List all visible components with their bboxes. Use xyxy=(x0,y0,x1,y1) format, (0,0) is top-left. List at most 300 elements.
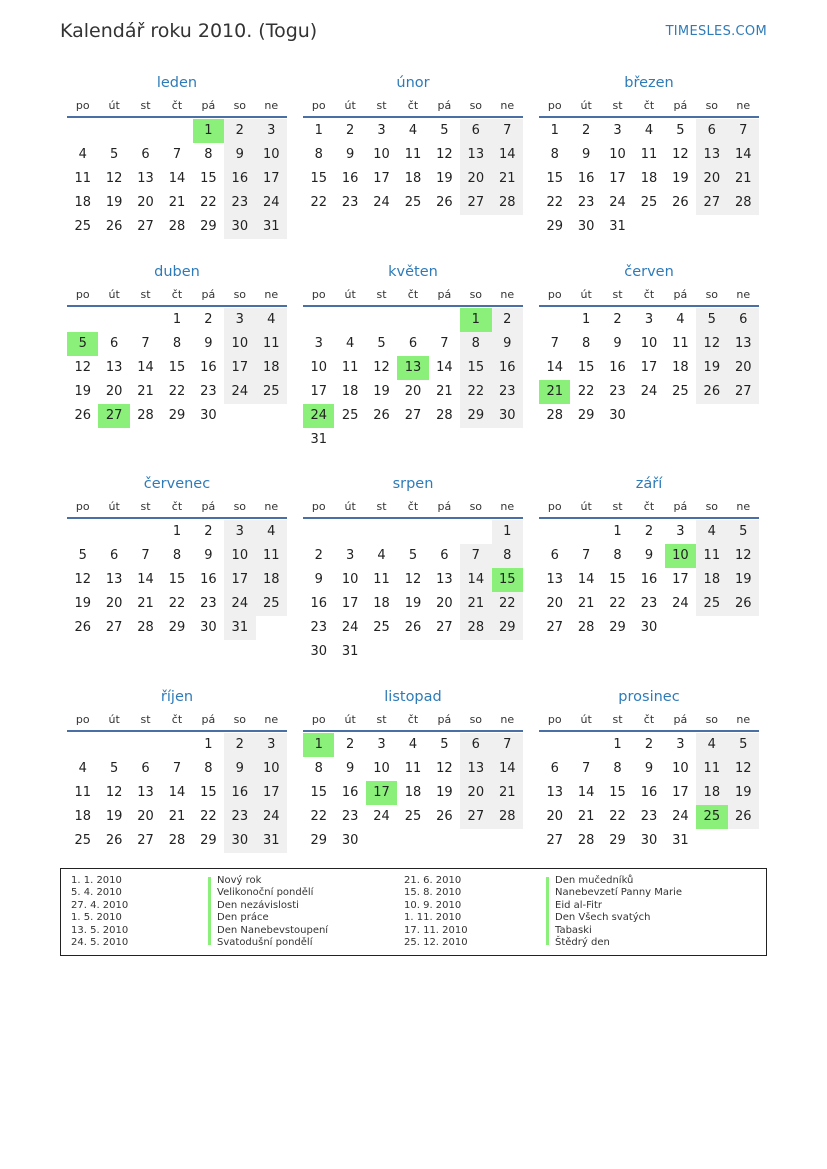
month-6 xyxy=(67,473,287,640)
weekday-label: út xyxy=(108,712,120,726)
weekday-label: po xyxy=(311,287,326,301)
day-cell: 15 xyxy=(609,572,626,587)
day-cell: 6 xyxy=(141,761,150,776)
day-cell: 12 xyxy=(105,785,123,800)
month-name: březen xyxy=(624,75,674,91)
day-cell: 9 xyxy=(345,147,355,162)
day-cell: 28 xyxy=(492,191,523,215)
day-cell: 28 xyxy=(137,620,154,635)
day-cell: 23 xyxy=(341,809,359,824)
weekday-label: út xyxy=(344,98,356,112)
day-cell: 16 xyxy=(341,171,359,186)
day-cell: 31 xyxy=(256,829,287,853)
day-cell: 15 xyxy=(460,356,491,380)
day-cell: 2 xyxy=(644,524,654,539)
brand-logo[interactable]: TIMESLES.COM xyxy=(665,24,767,39)
day-cell: 25 xyxy=(404,195,422,210)
day-cell: 7 xyxy=(492,733,523,757)
weekday-label: ne xyxy=(500,98,515,112)
day-grid xyxy=(67,733,287,853)
day-cell: 18 xyxy=(256,568,287,592)
weekday-label: so xyxy=(705,499,719,513)
day-grid xyxy=(539,308,759,428)
day-cell: 17 xyxy=(310,384,327,399)
holiday-day-cell: 13 xyxy=(397,356,428,380)
weekday-header xyxy=(303,283,523,307)
month-name: duben xyxy=(154,264,200,280)
day-cell: 17 xyxy=(609,171,626,186)
day-cell: 26 xyxy=(436,195,453,210)
day-cell: 14 xyxy=(168,785,186,800)
day-cell: 5 xyxy=(728,520,759,544)
day-cell: 21 xyxy=(492,167,523,191)
day-cell: 27 xyxy=(460,805,491,829)
weekday-label: st xyxy=(140,499,151,513)
day-grid xyxy=(303,733,523,853)
legend-names-right xyxy=(555,875,682,949)
empty-cell xyxy=(570,520,601,544)
weekday-label: so xyxy=(469,287,483,301)
day-cell: 15 xyxy=(609,785,626,800)
empty-cell xyxy=(67,308,98,332)
day-cell: 19 xyxy=(728,781,759,805)
empty-cell xyxy=(366,308,397,332)
empty-cell xyxy=(334,520,365,544)
day-cell: 8 xyxy=(550,147,559,162)
day-cell: 18 xyxy=(404,785,422,800)
day-cell: 15 xyxy=(546,171,563,186)
weekday-header xyxy=(67,283,287,307)
day-cell: 29 xyxy=(310,833,327,848)
day-cell: 13 xyxy=(436,572,453,587)
day-cell: 13 xyxy=(546,785,563,800)
weekday-header xyxy=(539,708,759,732)
day-cell: 20 xyxy=(105,384,123,399)
day-cell: 23 xyxy=(224,805,255,829)
day-grid xyxy=(67,308,287,428)
day-grid xyxy=(539,119,759,239)
weekday-label: st xyxy=(140,712,151,726)
day-cell: 17 xyxy=(256,167,287,191)
weekday-header xyxy=(539,94,759,118)
weekday-label: út xyxy=(344,712,356,726)
holiday-day-cell: 25 xyxy=(696,805,727,829)
day-cell: 8 xyxy=(460,332,491,356)
day-cell: 3 xyxy=(345,548,355,563)
day-cell: 23 xyxy=(224,191,255,215)
day-cell: 29 xyxy=(609,620,626,635)
day-cell: 8 xyxy=(314,147,323,162)
holiday-name: Nanebevzetí Panny Marie xyxy=(555,887,683,899)
day-cell: 12 xyxy=(728,544,759,568)
day-cell: 14 xyxy=(460,568,491,592)
weekday-label: st xyxy=(376,287,387,301)
day-cell: 6 xyxy=(408,336,418,351)
day-cell: 20 xyxy=(137,195,154,210)
day-cell: 3 xyxy=(613,123,622,138)
weekday-label: pá xyxy=(437,98,452,112)
weekday-label: čt xyxy=(643,712,655,726)
day-cell: 28 xyxy=(577,620,595,635)
day-cell: 4 xyxy=(78,761,87,776)
day-cell: 28 xyxy=(460,616,491,640)
holiday-date: 15. 8. 2010 xyxy=(404,887,462,899)
day-cell: 8 xyxy=(613,548,622,563)
day-cell: 16 xyxy=(640,785,658,800)
day-cell: 11 xyxy=(74,171,91,186)
day-cell: 14 xyxy=(492,757,523,781)
day-cell: 31 xyxy=(341,644,359,659)
weekday-label: pá xyxy=(201,499,216,513)
day-cell: 3 xyxy=(644,312,654,327)
weekday-label: so xyxy=(469,98,483,112)
empty-cell xyxy=(429,520,460,544)
day-cell: 12 xyxy=(728,757,759,781)
day-cell: 18 xyxy=(373,596,390,611)
day-cell: 10 xyxy=(224,332,255,356)
weekday-label: so xyxy=(469,499,483,513)
day-cell: 19 xyxy=(728,568,759,592)
weekday-header xyxy=(303,495,523,519)
day-cell: 10 xyxy=(256,143,287,167)
day-cell: 12 xyxy=(672,147,689,162)
day-cell: 20 xyxy=(404,384,422,399)
day-cell: 9 xyxy=(224,143,255,167)
day-cell: 6 xyxy=(550,548,559,563)
weekday-label: so xyxy=(705,98,719,112)
day-cell: 31 xyxy=(609,219,626,234)
empty-cell xyxy=(161,733,192,757)
holiday-name: Tabaski xyxy=(555,924,592,936)
holiday-date: 5. 4. 2010 xyxy=(71,887,122,899)
day-cell: 29 xyxy=(577,408,595,423)
day-cell: 18 xyxy=(74,195,91,210)
day-cell: 18 xyxy=(696,568,727,592)
day-cell: 25 xyxy=(256,592,287,616)
day-cell: 7 xyxy=(581,548,591,563)
day-cell: 30 xyxy=(640,833,658,848)
holiday-day-cell: 5 xyxy=(67,332,98,356)
day-cell: 4 xyxy=(377,548,386,563)
holiday-date: 1. 1. 2010 xyxy=(71,875,122,886)
day-cell: 8 xyxy=(492,544,523,568)
day-cell: 30 xyxy=(341,833,359,848)
weekday-label: út xyxy=(344,499,356,513)
weekday-label: čt xyxy=(171,287,183,301)
day-grid xyxy=(303,520,523,664)
day-cell: 2 xyxy=(224,119,255,143)
day-cell: 12 xyxy=(436,147,453,162)
day-cell: 28 xyxy=(728,191,759,215)
weekday-header xyxy=(539,495,759,519)
day-cell: 4 xyxy=(676,312,685,327)
weekday-label: ne xyxy=(736,712,751,726)
day-cell: 16 xyxy=(310,596,327,611)
day-cell: 5 xyxy=(728,733,759,757)
day-cell: 27 xyxy=(404,408,422,423)
day-cell: 17 xyxy=(224,356,255,380)
day-cell: 16 xyxy=(577,171,595,186)
empty-cell xyxy=(460,520,491,544)
day-cell: 23 xyxy=(640,596,658,611)
day-cell: 21 xyxy=(436,384,453,399)
day-cell: 20 xyxy=(105,596,123,611)
day-cell: 17 xyxy=(640,360,658,375)
day-cell: 6 xyxy=(440,548,449,563)
holiday-date: 1. 5. 2010 xyxy=(71,912,122,924)
day-cell: 24 xyxy=(256,805,287,829)
day-cell: 12 xyxy=(696,332,727,356)
day-cell: 16 xyxy=(224,167,255,191)
weekday-header xyxy=(303,708,523,732)
month-8 xyxy=(539,473,759,640)
holiday-name: Nový rok xyxy=(217,875,262,886)
day-cell: 10 xyxy=(609,147,626,162)
day-cell: 11 xyxy=(696,757,727,781)
day-cell: 5 xyxy=(440,123,449,138)
day-cell: 22 xyxy=(492,592,523,616)
day-cell: 4 xyxy=(78,147,87,162)
day-cell: 6 xyxy=(728,308,759,332)
weekday-label: st xyxy=(140,98,151,112)
day-cell: 16 xyxy=(200,360,217,375)
weekday-label: ne xyxy=(736,499,751,513)
day-cell: 22 xyxy=(200,809,217,824)
holiday-date: 17. 11. 2010 xyxy=(404,924,468,936)
weekday-label: st xyxy=(376,712,387,726)
day-cell: 9 xyxy=(581,147,591,162)
day-cell: 3 xyxy=(377,123,386,138)
day-cell: 1 xyxy=(172,312,182,327)
day-cell: 16 xyxy=(200,572,217,587)
day-cell: 3 xyxy=(256,733,287,757)
empty-cell xyxy=(130,308,161,332)
day-cell: 20 xyxy=(546,596,563,611)
weekday-header xyxy=(67,708,287,732)
empty-cell xyxy=(67,119,98,143)
empty-cell xyxy=(539,733,570,757)
day-cell: 12 xyxy=(105,171,123,186)
weekday-label: čt xyxy=(171,712,183,726)
empty-cell xyxy=(161,119,192,143)
day-grid xyxy=(303,308,523,452)
day-cell: 26 xyxy=(728,805,759,829)
day-cell: 6 xyxy=(460,733,491,757)
day-cell: 15 xyxy=(310,785,327,800)
day-cell: 12 xyxy=(436,761,453,776)
month-name: červen xyxy=(624,264,674,280)
day-cell: 30 xyxy=(200,620,217,635)
day-cell: 19 xyxy=(672,171,689,186)
weekday-label: čt xyxy=(643,499,655,513)
day-cell: 14 xyxy=(577,572,595,587)
weekday-label: po xyxy=(311,499,326,513)
holiday-day-cell: 21 xyxy=(539,380,570,404)
day-cell: 13 xyxy=(137,171,154,186)
day-cell: 24 xyxy=(672,809,689,824)
empty-cell xyxy=(130,119,161,143)
day-cell: 29 xyxy=(168,408,186,423)
day-cell: 11 xyxy=(373,572,390,587)
day-cell: 19 xyxy=(105,809,123,824)
day-cell: 18 xyxy=(74,809,91,824)
day-cell: 29 xyxy=(200,219,217,234)
day-cell: 31 xyxy=(672,833,689,848)
holiday-day-cell: 1 xyxy=(460,308,491,332)
day-cell: 7 xyxy=(141,336,150,351)
day-cell: 21 xyxy=(137,384,154,399)
weekday-label: čt xyxy=(407,712,419,726)
day-cell: 6 xyxy=(460,119,491,143)
day-cell: 2 xyxy=(492,308,523,332)
legend-marker xyxy=(208,877,211,945)
month-10 xyxy=(303,686,523,853)
day-cell: 1 xyxy=(613,737,622,752)
month-4 xyxy=(303,261,523,452)
day-cell: 9 xyxy=(224,757,255,781)
day-cell: 3 xyxy=(377,737,386,752)
day-cell: 26 xyxy=(404,620,422,635)
weekday-label: út xyxy=(580,712,592,726)
day-cell: 2 xyxy=(204,524,213,539)
weekday-label: st xyxy=(612,287,623,301)
day-cell: 22 xyxy=(460,380,491,404)
day-cell: 26 xyxy=(74,408,91,423)
day-cell: 30 xyxy=(224,215,255,239)
day-cell: 6 xyxy=(141,147,150,162)
day-cell: 27 xyxy=(137,833,154,848)
day-cell: 10 xyxy=(341,572,359,587)
day-grid xyxy=(67,119,287,239)
day-cell: 24 xyxy=(373,195,390,210)
weekday-label: ne xyxy=(264,287,279,301)
weekday-header xyxy=(303,94,523,118)
empty-cell xyxy=(397,520,428,544)
day-cell: 18 xyxy=(404,171,422,186)
weekday-label: po xyxy=(75,712,90,726)
day-cell: 2 xyxy=(644,737,654,752)
weekday-label: po xyxy=(75,499,90,513)
day-cell: 30 xyxy=(609,408,626,423)
day-cell: 20 xyxy=(137,809,154,824)
day-cell: 5 xyxy=(440,737,449,752)
day-cell: 15 xyxy=(168,572,186,587)
weekday-label: po xyxy=(547,98,562,112)
holiday-name: Den Nanebevstoupení xyxy=(217,924,329,936)
day-cell: 13 xyxy=(696,143,727,167)
day-cell: 17 xyxy=(373,171,390,186)
day-cell: 5 xyxy=(696,308,727,332)
day-cell: 4 xyxy=(696,520,727,544)
day-cell: 11 xyxy=(256,544,287,568)
day-cell: 22 xyxy=(609,809,626,824)
day-cell: 27 xyxy=(546,833,563,848)
weekday-label: st xyxy=(376,499,387,513)
day-cell: 23 xyxy=(310,620,327,635)
day-cell: 21 xyxy=(137,596,154,611)
month-name: leden xyxy=(156,75,198,91)
day-cell: 7 xyxy=(141,548,150,563)
month-name: září xyxy=(635,476,663,492)
day-cell: 19 xyxy=(436,785,453,800)
day-cell: 17 xyxy=(256,781,287,805)
day-cell: 27 xyxy=(460,191,491,215)
holiday-date: 25. 12. 2010 xyxy=(404,936,468,948)
day-cell: 17 xyxy=(341,596,359,611)
day-cell: 31 xyxy=(224,616,255,640)
day-cell: 28 xyxy=(137,408,154,423)
day-cell: 21 xyxy=(460,592,491,616)
weekday-label: čt xyxy=(171,499,183,513)
day-cell: 25 xyxy=(74,833,91,848)
holiday-name: Svatodušní pondělí xyxy=(217,936,313,948)
day-cell: 23 xyxy=(200,596,217,611)
weekday-label: po xyxy=(547,712,562,726)
day-cell: 18 xyxy=(696,781,727,805)
month-name: květen xyxy=(388,264,438,280)
holiday-date: 21. 6. 2010 xyxy=(404,875,462,886)
day-cell: 8 xyxy=(314,761,323,776)
day-cell: 24 xyxy=(224,592,255,616)
day-grid xyxy=(303,119,523,215)
empty-cell xyxy=(303,308,334,332)
holiday-day-cell: 10 xyxy=(665,544,696,568)
day-cell: 15 xyxy=(200,171,217,186)
day-cell: 13 xyxy=(728,332,759,356)
day-cell: 28 xyxy=(577,833,595,848)
empty-cell xyxy=(98,733,129,757)
day-cell: 25 xyxy=(373,620,390,635)
weekday-label: po xyxy=(311,98,326,112)
day-cell: 24 xyxy=(341,620,359,635)
weekday-label: ne xyxy=(264,499,279,513)
day-cell: 7 xyxy=(492,119,523,143)
day-cell: 1 xyxy=(550,123,559,138)
day-cell: 2 xyxy=(613,312,622,327)
weekday-label: so xyxy=(705,287,719,301)
day-cell: 13 xyxy=(105,360,123,375)
day-cell: 22 xyxy=(310,809,327,824)
day-cell: 26 xyxy=(74,620,91,635)
day-cell: 21 xyxy=(577,809,595,824)
month-name: únor xyxy=(396,75,430,91)
day-cell: 19 xyxy=(373,384,390,399)
day-cell: 6 xyxy=(109,548,119,563)
day-cell: 16 xyxy=(224,781,255,805)
day-cell: 14 xyxy=(728,143,759,167)
holiday-date: 24. 5. 2010 xyxy=(71,936,129,948)
day-cell: 7 xyxy=(440,336,449,351)
day-cell: 19 xyxy=(74,596,91,611)
day-grid xyxy=(539,733,759,853)
day-cell: 1 xyxy=(581,312,591,327)
day-cell: 8 xyxy=(172,548,182,563)
weekday-label: so xyxy=(469,712,483,726)
weekday-header xyxy=(539,283,759,307)
day-cell: 2 xyxy=(345,737,355,752)
day-cell: 26 xyxy=(696,380,727,404)
day-cell: 18 xyxy=(341,384,359,399)
weekday-label: út xyxy=(580,98,592,112)
weekday-label: pá xyxy=(673,499,688,513)
day-cell: 22 xyxy=(168,596,186,611)
weekday-label: ne xyxy=(736,98,751,112)
page-title: Kalendář roku 2010. (Togu) xyxy=(60,20,318,42)
day-cell: 16 xyxy=(640,572,658,587)
weekday-label: so xyxy=(233,98,247,112)
day-cell: 29 xyxy=(168,620,186,635)
day-cell: 11 xyxy=(404,147,422,162)
